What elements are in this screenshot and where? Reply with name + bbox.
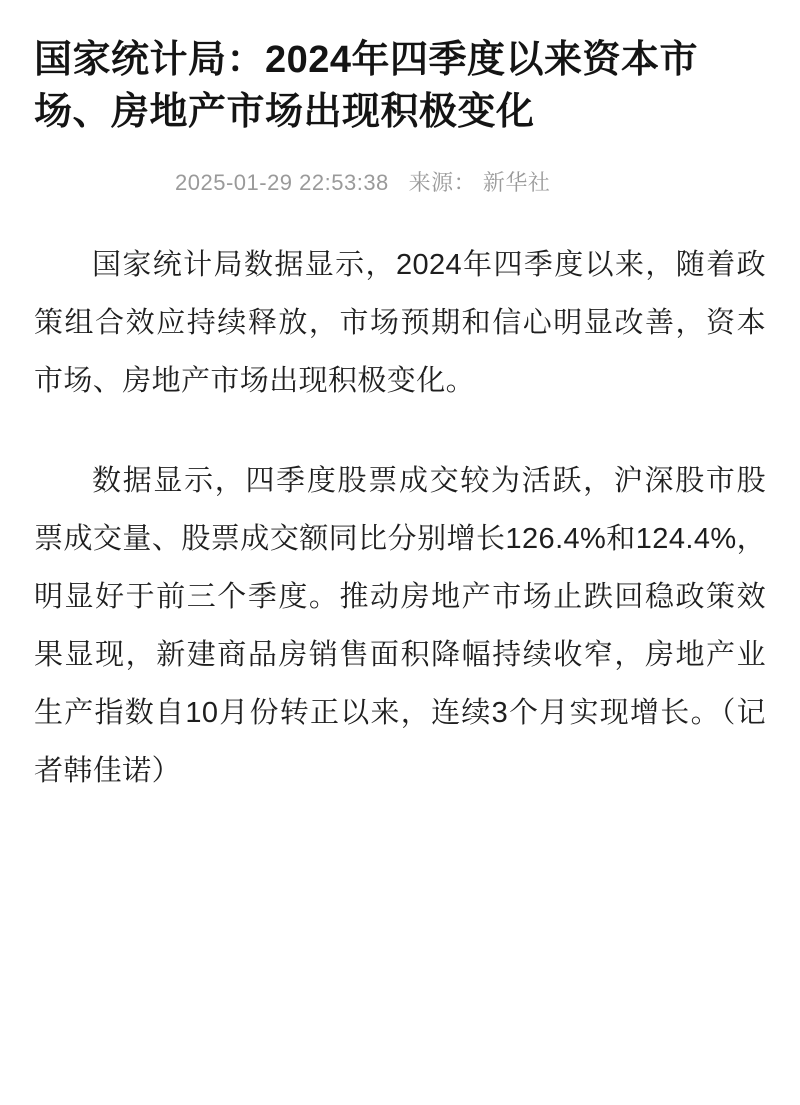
article-paragraph: 国家统计局数据显示，2024年四季度以来，随着政策组合效应持续释放，市场预期和信心明显改善，资本市场、房地产市场出现积极变化。 (34, 249, 766, 397)
article-paragraph: 数据显示，四季度股票成交较为活跃，沪深股市股票成交量、股票成交额同比分别增长126.4%和124.4%，明显好于前三个季度。推动房地产市场止跌回稳政策效果显现，新建商品房销售面积降幅持续收窄，房地产业生产指数自10月份转正以来，连续3个月实现增长。（记者韩佳诺） (34, 465, 766, 787)
article-body (30, 236, 770, 800)
publish-timestamp: 2025-01-29 22:53:38 (175, 170, 389, 195)
source-name: 新华社 (482, 170, 551, 195)
source-label: 来源： (408, 170, 477, 195)
page-title: 国家统计局：2024年四季度以来资本市场、房地产市场出现积极变化 (34, 39, 699, 133)
article-meta (30, 168, 770, 198)
meta-spacer (395, 170, 402, 195)
